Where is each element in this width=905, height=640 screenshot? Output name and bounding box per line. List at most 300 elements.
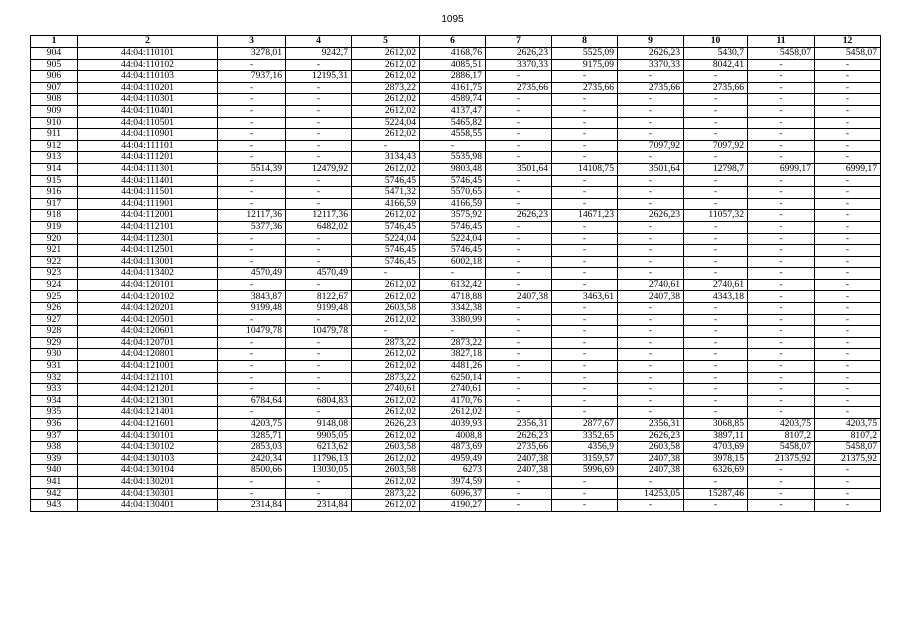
value-cell: 2612,02 (352, 71, 420, 83)
value-cell: 2740,61 (618, 279, 684, 291)
row-number-cell: 907 (31, 82, 78, 94)
value-cell: - (815, 361, 881, 373)
row-number-cell: 920 (31, 233, 78, 245)
value-cell: - (618, 476, 684, 488)
value-cell: 4356,9 (552, 442, 618, 454)
row-number-cell: 906 (31, 71, 78, 83)
value-cell: 2612,02 (352, 163, 420, 175)
value-cell: - (486, 94, 552, 106)
value-cell: - (815, 129, 881, 141)
value-cell: - (486, 105, 552, 117)
row-number-cell: 935 (31, 407, 78, 419)
value-cell: 2612,02 (352, 407, 420, 419)
value-cell: - (552, 384, 618, 396)
value-cell: - (618, 221, 684, 233)
value-cell: - (618, 117, 684, 129)
value-cell: - (552, 361, 618, 373)
value-cell: - (618, 129, 684, 141)
value-cell: - (748, 303, 815, 315)
value-cell: - (815, 117, 881, 129)
value-cell: - (684, 198, 748, 210)
value-cell: 12798,7 (684, 163, 748, 175)
value-cell: 2612,02 (352, 430, 420, 442)
row-number-cell: 904 (31, 48, 78, 60)
value-cell: - (618, 303, 684, 315)
value-cell: - (286, 361, 352, 373)
value-cell: - (618, 268, 684, 280)
value-cell: - (552, 198, 618, 210)
cadastral-code-cell: 44:04:110901 (78, 129, 218, 141)
value-cell: - (286, 384, 352, 396)
value-cell: 2626,23 (618, 48, 684, 60)
row-number-cell: 911 (31, 129, 78, 141)
cadastral-code-cell: 44:04:130101 (78, 430, 218, 442)
value-cell: 6999,17 (815, 163, 881, 175)
value-cell: - (486, 256, 552, 268)
value-cell: - (684, 152, 748, 164)
value-cell: - (684, 187, 748, 199)
table-row (31, 233, 881, 245)
value-cell: - (815, 82, 881, 94)
row-number-cell: 924 (31, 279, 78, 291)
value-cell: - (552, 187, 618, 199)
row-number-cell: 910 (31, 117, 78, 129)
value-cell: - (618, 94, 684, 106)
value-cell: 6482,02 (286, 221, 352, 233)
row-number-cell: 926 (31, 303, 78, 315)
table-body (31, 48, 881, 512)
row-number-cell: 939 (31, 453, 78, 465)
table-row (31, 476, 881, 488)
value-cell: 3463,61 (552, 291, 618, 303)
cadastral-code-cell: 44:04:112501 (78, 245, 218, 257)
value-cell: 2612,02 (352, 291, 420, 303)
value-cell: 5377,36 (218, 221, 286, 233)
value-cell: 5224,04 (420, 233, 486, 245)
value-cell: - (748, 59, 815, 71)
value-cell: - (218, 361, 286, 373)
value-cell: 4203,75 (748, 419, 815, 431)
value-cell: 4558,55 (420, 129, 486, 141)
value-cell: - (486, 221, 552, 233)
value-cell: 2612,02 (352, 361, 420, 373)
value-cell: 2626,23 (618, 210, 684, 222)
value-cell: - (748, 279, 815, 291)
table-row (31, 129, 881, 141)
value-cell: 9803,48 (420, 163, 486, 175)
value-cell: - (552, 314, 618, 326)
value-cell: - (486, 372, 552, 384)
table-row (31, 291, 881, 303)
table-row (31, 163, 881, 175)
value-cell: - (815, 476, 881, 488)
value-cell: - (486, 476, 552, 488)
value-cell: - (684, 372, 748, 384)
value-cell: 4170,76 (420, 395, 486, 407)
value-cell: - (815, 210, 881, 222)
value-cell: 2407,38 (618, 291, 684, 303)
value-cell: 5458,07 (748, 442, 815, 454)
cadastral-code-cell: 44:04:110401 (78, 105, 218, 117)
cadastral-code-cell: 44:04:130102 (78, 442, 218, 454)
value-cell: 2873,22 (352, 337, 420, 349)
value-cell: - (748, 407, 815, 419)
value-cell: - (815, 384, 881, 396)
value-cell: 3897,11 (684, 430, 748, 442)
value-cell: - (815, 140, 881, 152)
value-cell: - (815, 488, 881, 500)
value-cell: - (815, 291, 881, 303)
table-row (31, 210, 881, 222)
value-cell: 6784,64 (218, 395, 286, 407)
value-cell: 5514,39 (218, 163, 286, 175)
value-cell: 8107,2 (815, 430, 881, 442)
value-cell: - (748, 117, 815, 129)
value-cell: - (618, 500, 684, 512)
value-cell: - (748, 198, 815, 210)
value-cell: - (218, 140, 286, 152)
value-cell: 4570,49 (286, 268, 352, 280)
value-cell: - (684, 221, 748, 233)
value-cell: - (618, 395, 684, 407)
value-cell: - (286, 476, 352, 488)
value-cell: - (684, 361, 748, 373)
value-cell: 6002,18 (420, 256, 486, 268)
value-cell: 5570,65 (420, 187, 486, 199)
value-cell: 2612,02 (352, 279, 420, 291)
value-cell: - (218, 372, 286, 384)
table-row (31, 71, 881, 83)
value-cell: - (218, 94, 286, 106)
value-cell: 5458,07 (748, 48, 815, 60)
cadastral-code-cell: 44:04:121001 (78, 361, 218, 373)
value-cell: - (815, 105, 881, 117)
row-number-cell: 915 (31, 175, 78, 187)
value-cell: - (552, 256, 618, 268)
table-row (31, 395, 881, 407)
row-number-cell: 930 (31, 349, 78, 361)
table-row (31, 488, 881, 500)
value-cell: 6132,42 (420, 279, 486, 291)
value-cell: 5535,98 (420, 152, 486, 164)
value-cell: 14108,75 (552, 163, 618, 175)
value-cell: - (286, 349, 352, 361)
row-number-cell: 933 (31, 384, 78, 396)
value-cell: - (748, 152, 815, 164)
value-cell: 4166,59 (352, 198, 420, 210)
value-cell: - (815, 59, 881, 71)
value-cell: 5525,09 (552, 48, 618, 60)
value-cell: - (684, 349, 748, 361)
value-cell: 2612,02 (352, 453, 420, 465)
value-cell: - (286, 233, 352, 245)
value-cell: 2735,66 (684, 82, 748, 94)
value-cell: 3285,71 (218, 430, 286, 442)
value-cell: 3501,64 (486, 163, 552, 175)
value-cell: 9199,48 (218, 303, 286, 315)
table-row (31, 384, 881, 396)
value-cell: 3278,01 (218, 48, 286, 60)
value-cell: - (684, 233, 748, 245)
value-cell: - (815, 279, 881, 291)
row-number-cell: 925 (31, 291, 78, 303)
value-cell: 3978,15 (684, 453, 748, 465)
value-cell: 2873,22 (420, 337, 486, 349)
value-cell: - (286, 372, 352, 384)
value-cell: - (684, 326, 748, 338)
value-cell: - (684, 94, 748, 106)
column-header-12: 12 (815, 36, 881, 48)
value-cell: 4085,51 (420, 59, 486, 71)
value-cell: 4959,49 (420, 453, 486, 465)
value-cell: 12117,36 (218, 210, 286, 222)
value-cell: 2612,02 (352, 476, 420, 488)
cadastral-code-cell: 44:04:112101 (78, 221, 218, 233)
value-cell: 2612,02 (352, 105, 420, 117)
value-cell: - (748, 395, 815, 407)
value-cell: 14253,05 (618, 488, 684, 500)
value-cell: 5746,45 (420, 175, 486, 187)
value-cell: - (815, 221, 881, 233)
value-cell: 2612,02 (352, 129, 420, 141)
cadastral-code-cell: 44:04:130104 (78, 465, 218, 477)
value-cell: 2314,84 (218, 500, 286, 512)
value-cell: 5224,04 (352, 233, 420, 245)
value-cell: - (486, 407, 552, 419)
value-cell: 4481,26 (420, 361, 486, 373)
value-cell: - (748, 465, 815, 477)
value-cell: 2886,17 (420, 71, 486, 83)
value-cell: 5465,82 (420, 117, 486, 129)
value-cell: - (552, 245, 618, 257)
value-cell: - (286, 407, 352, 419)
table-row (31, 94, 881, 106)
value-cell: - (618, 198, 684, 210)
value-cell: 3134,43 (352, 152, 420, 164)
value-cell: 2420,34 (218, 453, 286, 465)
value-cell: 3370,33 (486, 59, 552, 71)
value-cell: - (286, 245, 352, 257)
table-row (31, 500, 881, 512)
value-cell: 5746,45 (420, 245, 486, 257)
value-cell: 15287,46 (684, 488, 748, 500)
value-cell: - (684, 117, 748, 129)
value-cell: - (420, 326, 486, 338)
value-cell: - (748, 349, 815, 361)
value-cell: 5746,45 (420, 221, 486, 233)
value-cell: 8042,41 (684, 59, 748, 71)
value-cell: 2612,02 (352, 314, 420, 326)
cadastral-code-cell: 44:04:110201 (78, 82, 218, 94)
cadastral-code-cell: 44:04:112001 (78, 210, 218, 222)
page-number: 1095 (441, 14, 464, 25)
value-cell: 4166,59 (420, 198, 486, 210)
value-cell: - (684, 256, 748, 268)
value-cell: 5746,45 (352, 245, 420, 257)
value-cell: - (552, 268, 618, 280)
table-row (31, 140, 881, 152)
value-cell: - (684, 337, 748, 349)
value-cell: - (684, 175, 748, 187)
value-cell: - (218, 82, 286, 94)
value-cell: - (815, 245, 881, 257)
row-number-cell: 913 (31, 152, 78, 164)
value-cell: 2735,66 (486, 442, 552, 454)
value-cell: 6096,37 (420, 488, 486, 500)
value-cell: - (218, 337, 286, 349)
value-cell: 2626,23 (486, 210, 552, 222)
row-number-cell: 905 (31, 59, 78, 71)
value-cell: - (552, 337, 618, 349)
value-cell: - (218, 152, 286, 164)
value-cell: - (286, 117, 352, 129)
row-number-cell: 927 (31, 314, 78, 326)
value-cell: 2735,66 (618, 82, 684, 94)
value-cell: - (286, 256, 352, 268)
value-cell: 2873,22 (352, 82, 420, 94)
value-cell: - (486, 314, 552, 326)
value-cell: - (486, 303, 552, 315)
value-cell: 4343,18 (684, 291, 748, 303)
table-row (31, 453, 881, 465)
value-cell: - (486, 384, 552, 396)
cadastral-code-cell: 44:04:112301 (78, 233, 218, 245)
value-cell: - (748, 140, 815, 152)
value-cell: - (286, 105, 352, 117)
value-cell: - (218, 488, 286, 500)
value-cell: 4161,75 (420, 82, 486, 94)
value-cell: - (748, 500, 815, 512)
value-cell: - (684, 105, 748, 117)
value-cell: 2612,02 (352, 48, 420, 60)
cadastral-code-cell: 44:04:121601 (78, 419, 218, 431)
value-cell: - (286, 175, 352, 187)
value-cell: - (618, 105, 684, 117)
value-cell: 13030,05 (286, 465, 352, 477)
value-cell: - (486, 395, 552, 407)
value-cell: - (286, 140, 352, 152)
value-cell: - (684, 407, 748, 419)
value-cell: - (815, 395, 881, 407)
value-cell: - (684, 245, 748, 257)
value-cell: - (218, 129, 286, 141)
value-cell: 8107,2 (748, 430, 815, 442)
value-cell: - (815, 337, 881, 349)
value-cell: 2612,02 (352, 94, 420, 106)
value-cell: - (684, 129, 748, 141)
value-cell: - (486, 245, 552, 257)
value-cell: 21375,92 (748, 453, 815, 465)
value-cell: - (486, 337, 552, 349)
cadastral-code-cell: 44:04:121101 (78, 372, 218, 384)
cadastral-code-cell: 44:04:121201 (78, 384, 218, 396)
value-cell: - (748, 175, 815, 187)
value-cell: 3159,57 (552, 453, 618, 465)
value-cell: 7937,16 (218, 71, 286, 83)
value-cell: 8500,66 (218, 465, 286, 477)
table-row (31, 337, 881, 349)
row-number-cell: 914 (31, 163, 78, 175)
value-cell: 11057,32 (684, 210, 748, 222)
value-cell: - (748, 221, 815, 233)
value-cell: - (684, 71, 748, 83)
table-row (31, 361, 881, 373)
row-number-cell: 912 (31, 140, 78, 152)
value-cell: - (218, 256, 286, 268)
value-cell: - (218, 198, 286, 210)
value-cell: - (748, 129, 815, 141)
cadastral-code-cell: 44:04:120601 (78, 326, 218, 338)
value-cell: - (486, 152, 552, 164)
value-cell: - (486, 500, 552, 512)
table-row (31, 465, 881, 477)
value-cell: - (286, 279, 352, 291)
cadastral-code-cell: 44:04:120701 (78, 337, 218, 349)
value-cell: 2603,58 (618, 442, 684, 454)
value-cell: - (486, 361, 552, 373)
value-cell: 2853,03 (218, 442, 286, 454)
value-cell: - (748, 337, 815, 349)
value-cell: - (748, 105, 815, 117)
value-cell: - (218, 187, 286, 199)
value-cell: - (486, 326, 552, 338)
value-cell: 2735,66 (552, 82, 618, 94)
value-cell: - (748, 291, 815, 303)
table-row (31, 326, 881, 338)
value-cell: - (815, 268, 881, 280)
value-cell: - (420, 268, 486, 280)
value-cell: - (552, 117, 618, 129)
value-cell: - (815, 187, 881, 199)
row-number-cell: 931 (31, 361, 78, 373)
value-cell: 5746,45 (352, 175, 420, 187)
value-cell: - (552, 233, 618, 245)
value-cell: 4703,69 (684, 442, 748, 454)
value-cell: 5430,7 (684, 48, 748, 60)
value-cell: - (618, 187, 684, 199)
value-cell: - (748, 488, 815, 500)
value-cell: 4168,76 (420, 48, 486, 60)
value-cell: - (218, 175, 286, 187)
cadastral-code-cell: 44:04:110102 (78, 59, 218, 71)
row-number-cell: 918 (31, 210, 78, 222)
row-number-cell: 922 (31, 256, 78, 268)
value-cell: - (618, 233, 684, 245)
value-cell: - (815, 465, 881, 477)
value-cell: 6250,14 (420, 372, 486, 384)
value-cell: 2407,38 (486, 465, 552, 477)
column-header-2: 2 (78, 36, 218, 48)
value-cell: 2603,58 (352, 465, 420, 477)
cadastral-code-cell: 44:04:113001 (78, 256, 218, 268)
value-cell: - (552, 140, 618, 152)
row-number-cell: 929 (31, 337, 78, 349)
value-cell: - (618, 245, 684, 257)
value-cell: 9242,7 (286, 48, 352, 60)
value-cell: 5996,69 (552, 465, 618, 477)
table-row (31, 187, 881, 199)
cadastral-code-cell: 44:04:111201 (78, 152, 218, 164)
row-number-cell: 940 (31, 465, 78, 477)
value-cell: 11796,13 (286, 453, 352, 465)
value-cell: - (286, 488, 352, 500)
value-cell: - (218, 59, 286, 71)
value-cell: - (815, 233, 881, 245)
value-cell: 12479,92 (286, 163, 352, 175)
value-cell: - (748, 210, 815, 222)
value-cell: - (552, 500, 618, 512)
row-number-cell: 923 (31, 268, 78, 280)
